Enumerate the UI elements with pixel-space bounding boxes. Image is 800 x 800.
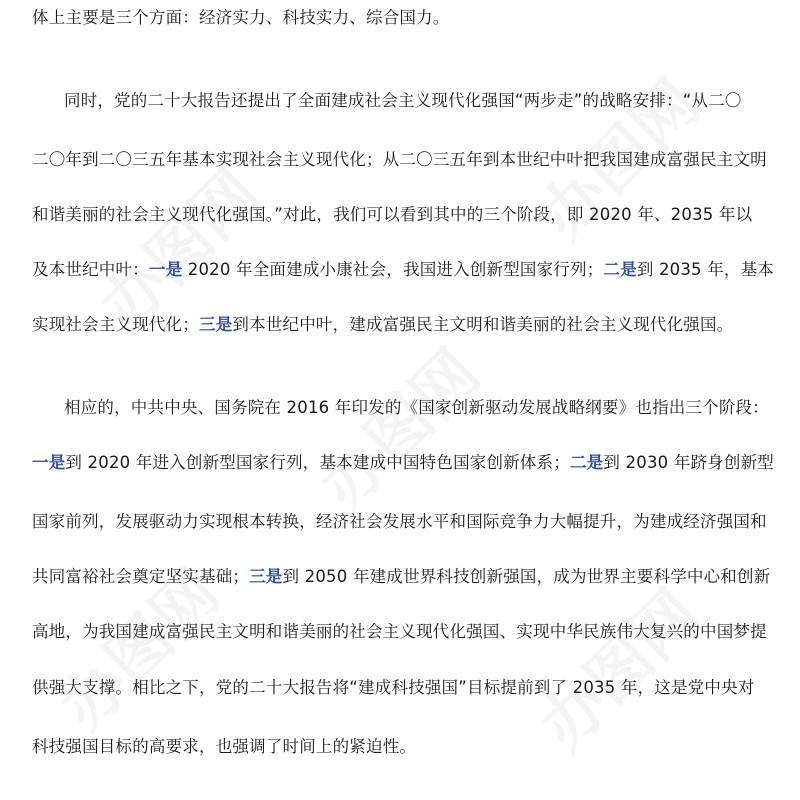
paragraph-line <box>32 453 772 473</box>
text-segment: 到 2050 年建成世界科技创新强国，成为世界主要科学中心和创新 <box>282 567 771 586</box>
paragraph-line: 高地，为我国建成富强民主文明和谐美丽的社会主义现代化强国、实现中华民族伟大复兴的中国梦提 <box>32 622 767 641</box>
text-segment: 实现社会主义现代化； <box>32 315 199 334</box>
paragraph-line <box>32 260 772 280</box>
text-segment: 共同富裕社会奠定坚实基础； <box>32 567 250 586</box>
watermark <box>296 326 497 527</box>
paragraph-line: 国家前列，发展驱动力实现根本转换，经济社会发展水平和国际竞争力大幅提升，为建成经济强国和 <box>32 512 767 531</box>
highlight-second: 二是 <box>603 260 637 279</box>
text-segment: 到本世纪中叶，建成富强民主文明和谐美丽的社会主义现代化强国。 <box>232 315 734 334</box>
highlight-first: 一是 <box>32 453 66 472</box>
paragraph-line: 科技强国目标的高要求，也强调了时间上的紧迫性。 <box>32 737 417 756</box>
highlight-third: 三是 <box>199 315 233 334</box>
highlight-second: 二是 <box>570 453 604 472</box>
highlight-first: 一是 <box>148 260 183 279</box>
paragraph-line: 供强大支撑。相比之下，党的二十大报告将“建成科技强国”目标提前到了 2035 年，这是党中央对 <box>32 678 755 697</box>
paragraph-line: 体上主要是三个方面：经济实力、科技实力、综合国力。 <box>32 8 450 27</box>
text-segment: 到 2020 年进入创新型国家行列，基本建成中国特色国家创新体系； <box>65 453 570 472</box>
paragraph-line: 二〇年到二〇三五年基本实现社会主义现代化；从二〇三五年到本世纪中叶把我国建成富强民主文明 <box>32 150 767 169</box>
paragraph-line: 相应的，中共中央、国务院在 2016 年印发的《国家创新驱动发展战略纲要》也指出三个阶段： <box>64 398 769 417</box>
paragraph-line: 和谐美丽的社会主义现代化强国。”对此，我们可以看到其中的三个阶段，即 2020 年、2035 年以 <box>32 205 753 224</box>
paragraph-line: 同时，党的二十大报告还提出了全面建成社会主义现代化强国“两步走”的战略安排：“从二〇 <box>64 91 742 110</box>
highlight-third: 三是 <box>249 567 283 586</box>
text-segment: 到 2035 年，基本 <box>636 260 774 279</box>
text-segment: 到 2030 年跻身创新型 <box>603 453 774 472</box>
paragraph-line <box>32 567 772 587</box>
paragraph-line <box>32 315 772 335</box>
text-segment: 2020 年全面建成小康社会，我国进入创新型国家行列； <box>182 260 604 279</box>
text-segment: 及本世纪中叶： <box>32 260 149 279</box>
